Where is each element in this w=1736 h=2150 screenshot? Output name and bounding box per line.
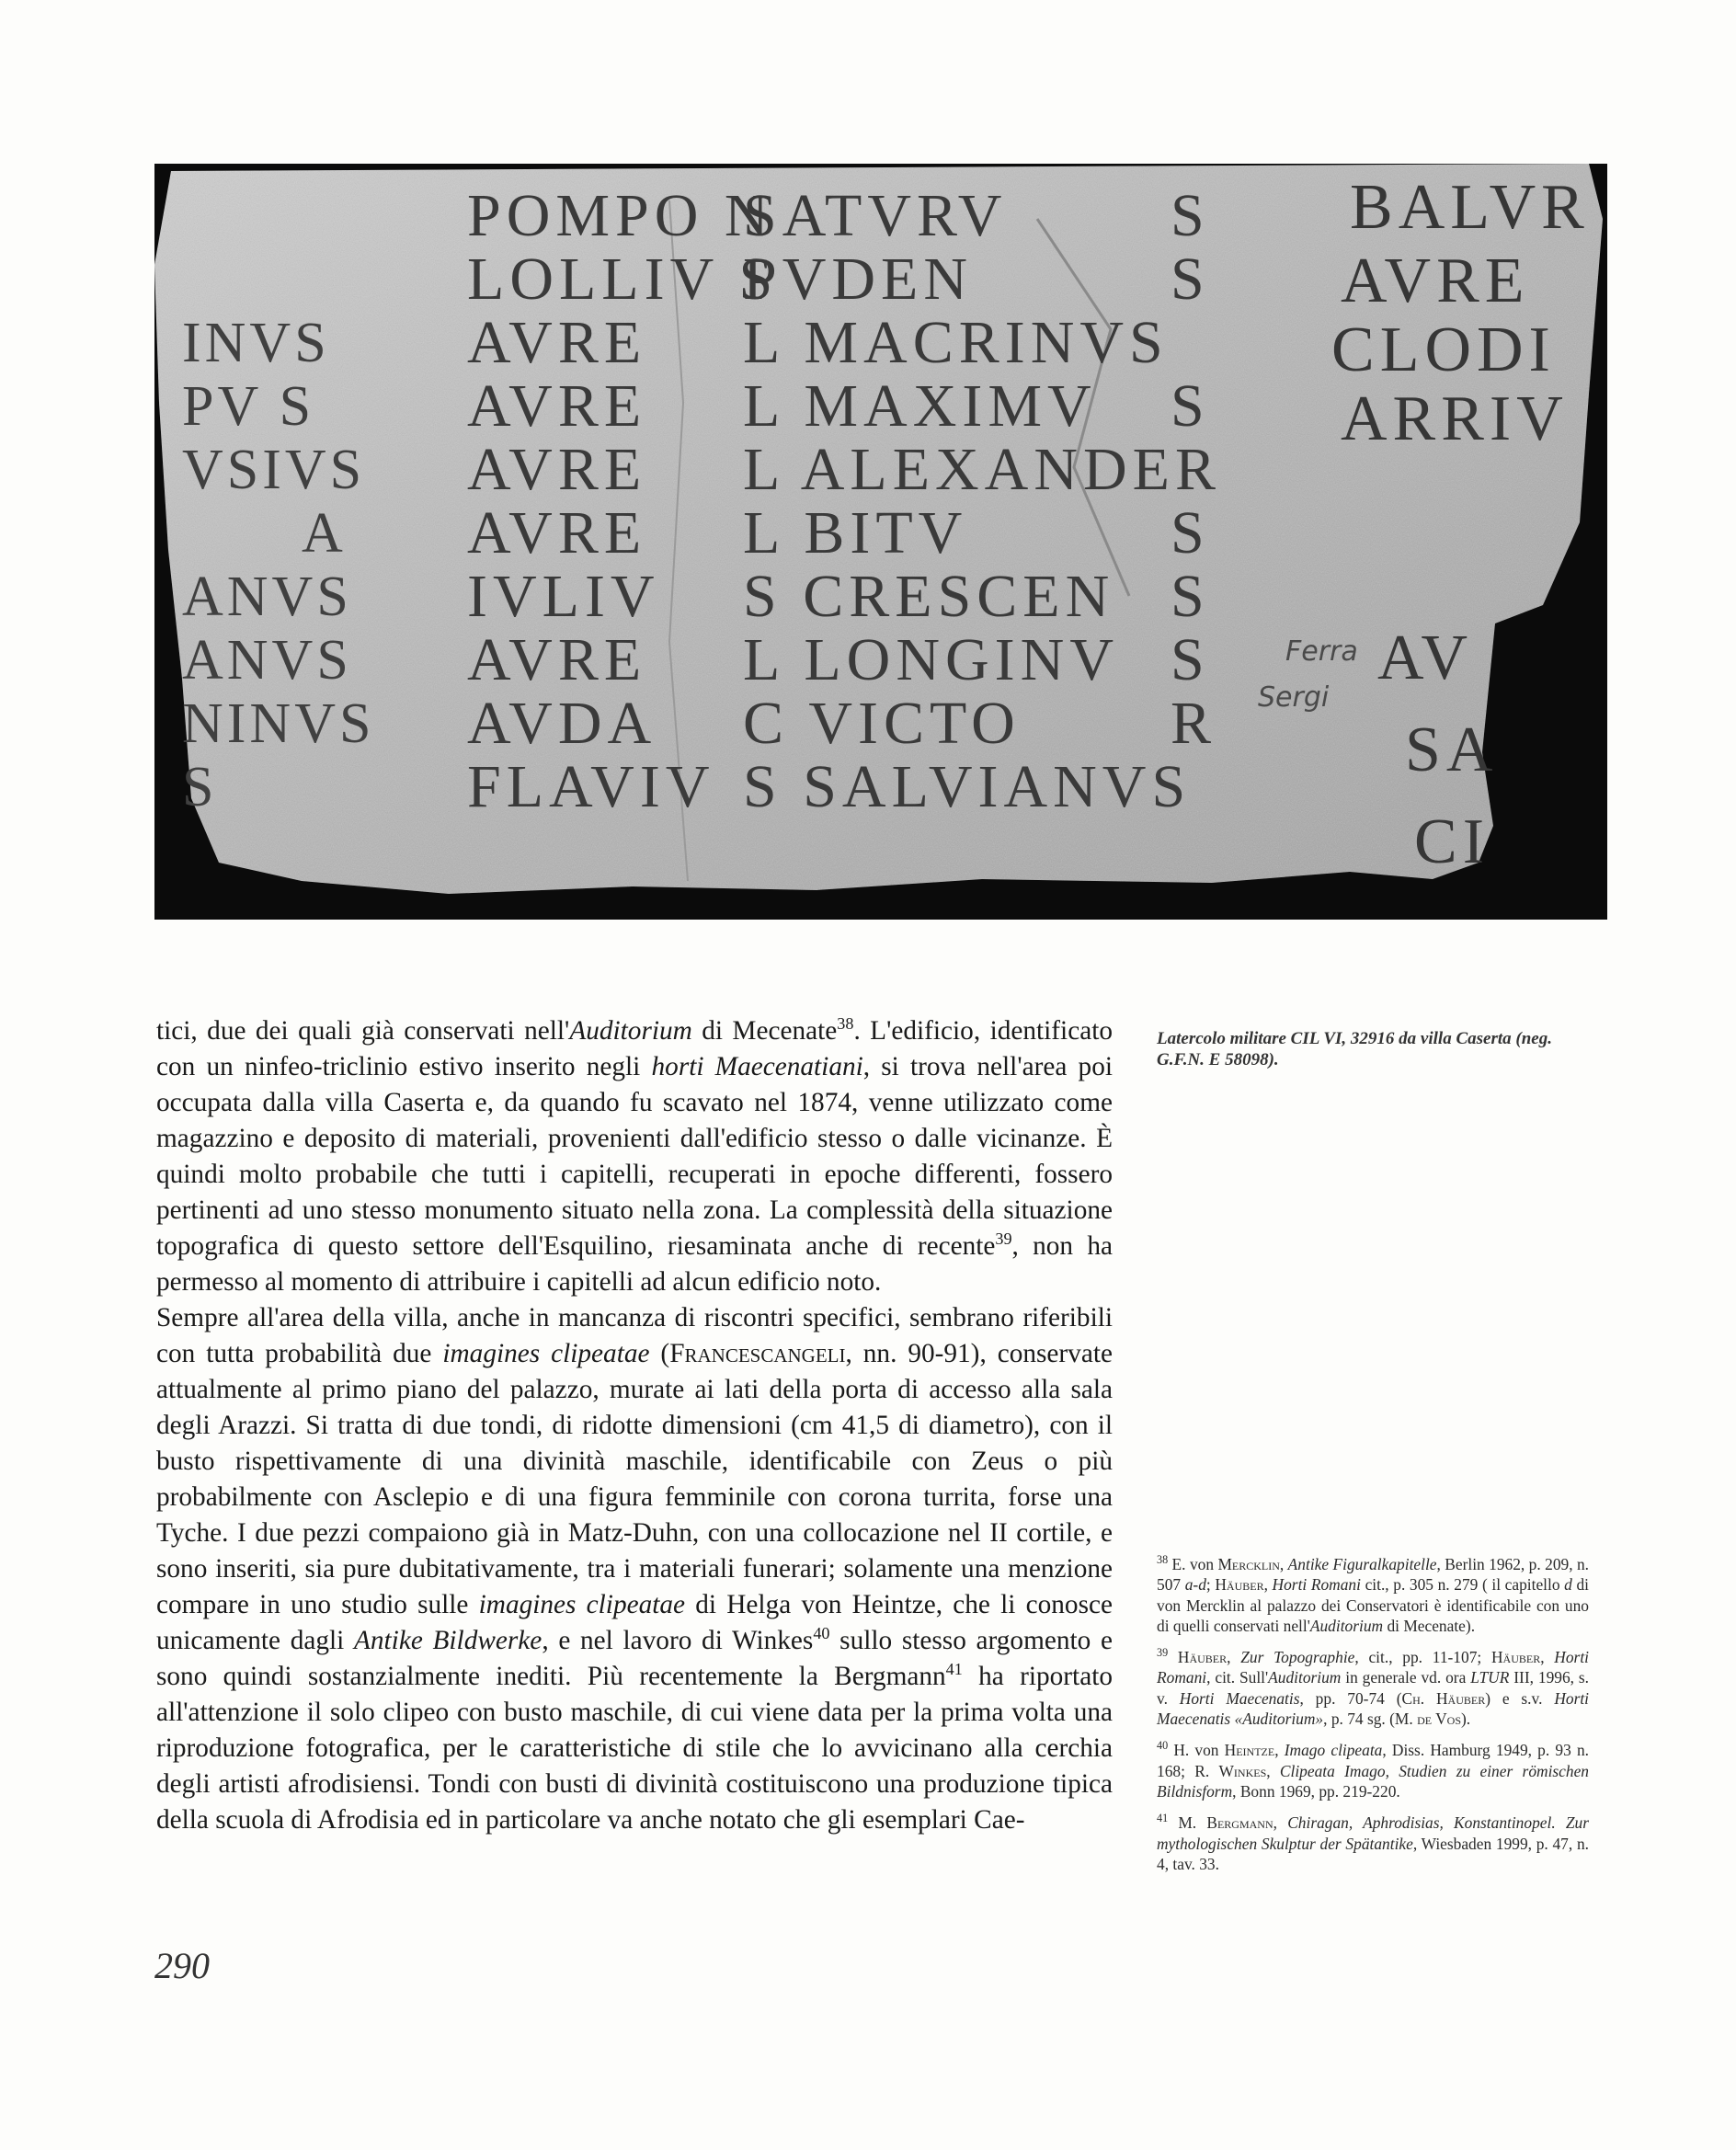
footnote-number: 39 — [1157, 1646, 1169, 1660]
text-run-italic: Antike Bildwerke — [354, 1626, 542, 1655]
text-run-italic: Zur Topographie — [1240, 1648, 1355, 1667]
inscription-text: LOLLIV S — [467, 246, 779, 313]
text-run: cit., p. 305 n. 279 ( il capitello — [1360, 1575, 1565, 1595]
text-run: ha riportato all'attenzione il solo clipeo con busto maschile, di cui viene data per la prima volta una riproduzione fotografica, per le caratteristiche di stile che lo avvicinano alla cerchia degli artisti afrodisiensi. Tondi con busti di divinità costituiscono una produzione tipica della scuola di Afrodisia ed in particolare va anche notato che gli esemplari Cae- — [156, 1662, 1113, 1835]
footnote-number: 38 — [1157, 1553, 1169, 1567]
author-small-caps: Winkes — [1218, 1761, 1267, 1780]
text-run: di Mecenate). — [1383, 1616, 1476, 1635]
footnote-ref-41[interactable]: 41 — [945, 1660, 963, 1679]
text-run-italic: Horti Romani — [1272, 1575, 1361, 1595]
text-run: , — [1540, 1648, 1555, 1667]
text-run: di Helga von Heintze, che li conosce unicamente dagli — [156, 1590, 1113, 1655]
text-run: ( — [649, 1339, 670, 1368]
text-run: , si trova nell'area poi occupata dalla villa Caserta e, da quando fu scavato nel 1874, venne utilizzato come magazzino e deposito di materiali, provenienti dall'edificio stesso o dalle vicinanze. È quindi molto probabile che tutti i capitelli, recuperati in epoche differenti, fossero pertinenti ad uno stesso monumento situato nella zona. La complessità della situazione topografica di questo settore dell'Esquilino, riesaminata anche di recente — [156, 1052, 1113, 1261]
page-number: 290 — [154, 1945, 210, 1986]
handwritten-note: Sergi — [1258, 681, 1330, 714]
inscription-text: S CRESCEN — [743, 563, 1115, 630]
inscription-photo — [154, 164, 1607, 920]
inscription-text: AVRE — [467, 499, 647, 566]
inscription-fragment: AVRE — [1341, 246, 1530, 316]
inscription-photo-graphic — [154, 164, 1607, 920]
inscription-fragment: CI — [1414, 806, 1490, 877]
text-run: , — [1227, 1648, 1241, 1667]
inscription-text: L MACRINVS — [743, 309, 1169, 376]
inscription-fragment: INVS — [182, 312, 330, 374]
inscription-text: S — [1171, 499, 1210, 566]
inscription-fragment: BALVR — [1350, 172, 1590, 243]
text-run-italic: Auditorium — [1309, 1616, 1384, 1635]
text-run: , — [1273, 1813, 1288, 1833]
inscription-text: AVRE — [467, 436, 647, 503]
footnote-39 — [1157, 1647, 1589, 1729]
footnotes — [1157, 1554, 1589, 1885]
inscription-fragment: ANVS — [182, 566, 352, 628]
main-text — [156, 1013, 1113, 1838]
text-run: , non ha permesso al momento di attribuire i capitelli ad alcun edificio noto. — [156, 1231, 1113, 1297]
author-small-caps: M. de Vos — [1394, 1710, 1461, 1729]
text-run: , cit., pp. 11-107; — [1354, 1648, 1491, 1667]
author-small-caps: Häuber — [1215, 1575, 1264, 1595]
author-small-caps: Heintze — [1224, 1741, 1275, 1760]
inscription-fragment: CLODI — [1331, 314, 1556, 385]
inscription-fragment: S — [182, 756, 218, 818]
text-run: , Wiesbaden 1999, p. 47, n. 4, tav. 33. — [1157, 1834, 1589, 1873]
text-run-italic: Horti Romani — [1157, 1648, 1589, 1687]
footnote-number: 41 — [1157, 1812, 1169, 1825]
footnote-ref-40[interactable]: 40 — [813, 1624, 830, 1643]
inscription-text: AVRE — [467, 309, 647, 376]
author-small-caps: Häuber — [1490, 1648, 1541, 1667]
handwritten-note: Ferra — [1285, 635, 1358, 668]
text-run: . L'edificio, identificato con un ninfeo-triclinio estivo inserito negli — [156, 1016, 1113, 1081]
inscription-text: PVDEN — [743, 246, 974, 313]
inscription-text: L MAXIMV — [743, 372, 1097, 440]
inscription-text: S SALVIANVS — [743, 753, 1192, 820]
inscription-fragment: NINVS — [182, 692, 375, 755]
author-small-caps: Francescangeli — [669, 1339, 846, 1368]
text-run-italic: imagines clipeatae — [442, 1339, 650, 1368]
text-run: , pp. 70-74 ( — [1299, 1688, 1402, 1708]
author-small-caps: Häuber — [1177, 1648, 1228, 1667]
figure-caption: Latercolo militare CIL VI, 32916 da villa Caserta (neg. G.F.N. E 58098). — [1157, 1029, 1552, 1069]
text-run-italic: Horti Maecenatis «Auditorium» — [1157, 1688, 1589, 1729]
inscription-text: S — [1171, 563, 1210, 630]
inscription-fragment: ARRIV — [1341, 383, 1569, 454]
footnote-38 — [1157, 1554, 1589, 1636]
inscription-text: S — [1171, 246, 1210, 313]
author-small-caps: Ch. Häuber — [1401, 1688, 1486, 1708]
paragraph-2 — [156, 1300, 1113, 1838]
text-run-italic: Horti Maecenatis — [1179, 1688, 1300, 1708]
text-run: sullo stesso argomento e sono quindi sostanzialmente inediti. Più recentemente la Bergmann — [156, 1626, 1113, 1691]
text-run: , Berlin 1962, p. 209, n. 507 — [1157, 1555, 1590, 1595]
text-run: ; — [1205, 1575, 1216, 1595]
text-run-italic: imagines clipeatae — [478, 1590, 686, 1619]
footnote-ref-39[interactable]: 39 — [995, 1229, 1012, 1249]
text-run: tici, due dei quali già conservati nell' — [156, 1016, 570, 1046]
text-run: , Bonn 1969, pp. 219-220. — [1232, 1781, 1400, 1801]
text-run-italic: Clipeata Imago, Studien zu einer römischen Bildnisform — [1157, 1761, 1589, 1801]
inscription-fragment: PV S — [182, 375, 315, 438]
text-run: , cit. Sull' — [1206, 1668, 1269, 1687]
footnote-41 — [1157, 1813, 1589, 1874]
text-run: E. von — [1168, 1555, 1218, 1573]
text-run: , — [1274, 1741, 1285, 1760]
inscription-text: R — [1171, 690, 1217, 757]
text-run-italic: horti Maecenatiani — [651, 1052, 863, 1081]
text-run: ) e s.v. — [1485, 1688, 1555, 1708]
inscription-text: L BITV — [743, 499, 968, 566]
inscription-text: L ALEXANDER — [743, 436, 1222, 503]
inscription-text: S — [1171, 182, 1210, 249]
inscription-fragment: AV — [1377, 623, 1474, 693]
author-small-caps: Bergmann — [1206, 1813, 1273, 1833]
inscription-text: AVDA — [467, 690, 657, 757]
text-run-italic: Auditorium — [569, 1016, 692, 1046]
text-run-italic: Antike Figuralkapitelle — [1287, 1555, 1437, 1573]
text-run: , Diss. Hamburg 1949, p. 93 n. 168; R. — [1157, 1741, 1589, 1780]
text-run: , nn. 90-91), conservate attualmente al primo piano del palazzo, murate ai lati della porta di accesso alla sala degli Arazzi. Si tratta di due tondi, di ridotte dimensioni (cm 41,5 di diametro), con il busto rispettivamente di una divinità maschile, identificabile con Zeus o più probabilmente con Asclepio e di una figura femminile con corona turrita, forse una Tyche. I due pezzi compaiono già in Matz-Duhn, con una collocazione nel II cortile, e sono inseriti, sia pure dubitativamente, tra i materiali funerari; solamente una menzione compare in uno studio sulle — [156, 1339, 1113, 1619]
text-run: III, 1996, s. v. — [1157, 1668, 1590, 1708]
inscription-text: C VICTO — [743, 690, 1021, 757]
text-run: , e nel lavoro di Winkes — [542, 1626, 814, 1655]
inscription-text: POMPO N — [467, 182, 774, 249]
text-run: di Mecenate — [691, 1016, 838, 1046]
inscription-text: FLAVIV — [467, 753, 715, 820]
text-run: , — [1279, 1555, 1288, 1573]
inscription-fragment: A — [302, 502, 347, 565]
text-run-italic: Auditorium — [1268, 1668, 1342, 1687]
inscription-text: L LONGINV — [743, 626, 1119, 693]
author-small-caps: Mercklin — [1217, 1555, 1280, 1573]
text-run-italic: Imago clipeata — [1284, 1741, 1383, 1760]
text-run-italic: a-d — [1184, 1575, 1206, 1595]
inscription-text: S — [1171, 626, 1210, 693]
text-run-italic: Chiragan, Aphrodisias, Konstantinopel. Zur mythologischen Skulptur der Spätantike — [1157, 1813, 1589, 1853]
inscription-fragment: SA — [1405, 715, 1499, 785]
text-run: di von Mercklin al palazzo dei Conservatori è identificabile con uno di quelli conservati nell' — [1157, 1575, 1590, 1635]
text-run: in generale vd. ora — [1341, 1668, 1471, 1687]
text-run: ). — [1461, 1710, 1471, 1729]
inscription-text: S — [1171, 372, 1210, 440]
inscription-fragment: VSIVS — [182, 439, 366, 501]
text-run: M. — [1168, 1813, 1207, 1833]
inscription-text: IVLIV — [467, 563, 660, 630]
inscription-text: SATVRV — [743, 182, 1008, 249]
footnote-number: 40 — [1157, 1739, 1169, 1753]
inscription-fragment: ANVS — [182, 629, 352, 692]
footnote-40 — [1157, 1740, 1589, 1801]
text-run: , — [1263, 1575, 1273, 1595]
inscription-text: AVRE — [467, 626, 647, 693]
text-run-italic: d — [1564, 1575, 1572, 1595]
inscription-text: AVRE — [467, 372, 647, 440]
text-run — [1168, 1648, 1178, 1666]
text-run: Sempre all'area della villa, anche in mancanza di riscontri specifici, sembrano riferibili con tutta probabilità due — [156, 1303, 1113, 1368]
footnote-ref-38[interactable]: 38 — [837, 1014, 854, 1034]
paragraph-1 — [156, 1013, 1113, 1300]
text-run: , — [1266, 1761, 1280, 1780]
text-run-italic: LTUR — [1470, 1668, 1510, 1687]
text-run: H. von — [1168, 1741, 1225, 1760]
text-run: , p. 74 sg. ( — [1323, 1710, 1395, 1729]
